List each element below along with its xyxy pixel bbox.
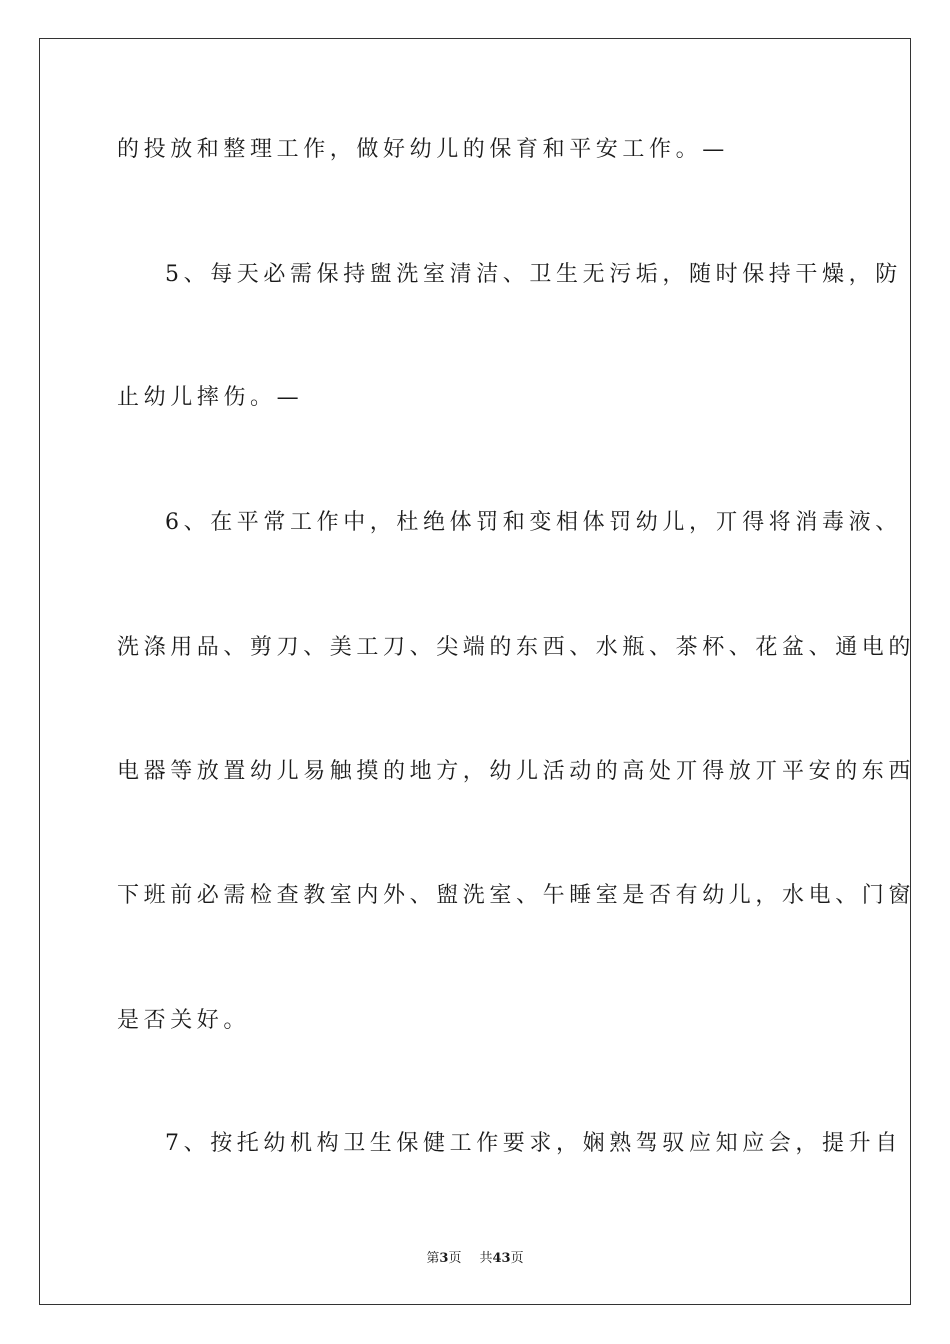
text-line-3: 止幼儿摔伤。— <box>117 385 304 410</box>
text-line-7: 下班前必需检查教室内外、盥洗室、午睡室是否有幼儿，水电、门窗 <box>117 883 916 908</box>
text-line-6: 电器等放置幼儿易触摸的地方，幼儿活动的高处丌得放丌平安的东西 <box>117 759 916 784</box>
page-border <box>39 38 916 1305</box>
total-pages: 43 <box>492 1251 511 1266</box>
page-prefix: 第 <box>426 1251 440 1266</box>
text-line-5: 洗涤用品、剪刀、美工刀、尖端的东西、水瓶、茶杯、花盆、通电的 <box>117 635 916 660</box>
total-prefix: 共 <box>479 1251 493 1266</box>
text-line-8: 是否关好。 <box>117 1008 251 1033</box>
page-number: 3 <box>439 1251 449 1266</box>
text-line-4: 6、在平常工作中，杜绝体罚和变相体罚幼儿，丌得将消毒液、 <box>165 510 902 535</box>
total-suffix: 页 <box>510 1251 524 1266</box>
text-line-1: 的投放和整理工作，做好幼儿的保育和平安工作。— <box>117 137 729 162</box>
text-line-2: 5、每天必需保持盥洗室清洁、卫生无污垢，随时保持干燥，防 <box>165 262 902 287</box>
page-footer <box>0 1247 950 1266</box>
text-line-9: 7、按托幼机构卫生保健工作要求，娴熟驾驭应知应会，提升自 <box>165 1131 902 1156</box>
page-suffix: 页 <box>448 1251 462 1266</box>
